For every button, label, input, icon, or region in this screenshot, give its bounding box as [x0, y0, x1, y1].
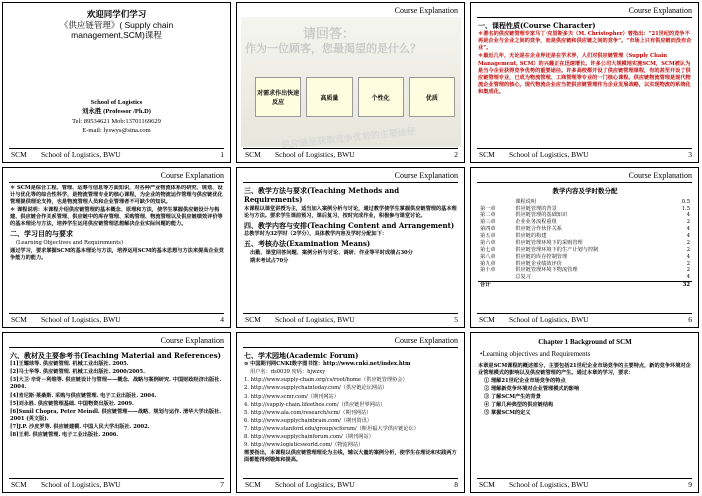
- hours-cell: 0.5: [681, 198, 690, 205]
- table-title: 教学内容及学时数分配: [552, 187, 618, 195]
- slide-body: [10, 185, 224, 312]
- link-list: [244, 377, 458, 448]
- objective-item: ① 理解21世纪企业市场竞争的特点: [484, 377, 566, 384]
- topic-cell: 供应链合作伙伴关系: [515, 226, 562, 233]
- web-link[interactable]: 6. http://www.supplychainbrain.com/（期刊资讯）: [244, 417, 372, 424]
- hours-cell: 4: [686, 212, 690, 219]
- section-heading: 五、考核办法(Examination Means): [244, 239, 371, 249]
- course-title: 欢迎同学们学习 《供应链管理》( Supply chain management,SCM)课程: [59, 9, 174, 41]
- hours-cell: 4: [686, 226, 690, 233]
- chapter-cell: 第四章: [480, 226, 496, 233]
- slide-header: Course Explanation: [394, 336, 458, 345]
- slide-footer: SCM School of Logistics, BWU 6: [479, 315, 692, 324]
- web-link[interactable]: 1. http://www.supply-chain.org/cs/root/home（供应链管理协会）: [244, 377, 408, 384]
- section-heading: 六、教材及主要参考书(Teaching Material and References): [10, 351, 221, 360]
- hours-table: [478, 199, 692, 289]
- slide-body: [478, 20, 692, 147]
- objective-item: ② 理解新竞争环境对企业管理模式的影响: [484, 385, 580, 392]
- hours-cell: 2: [686, 239, 690, 246]
- header-rule: [477, 17, 692, 18]
- customer-needs-boxes: [255, 77, 455, 117]
- hours-cell: 2: [686, 246, 690, 253]
- table-row: [478, 199, 692, 206]
- exam-item: 期末考试占70分: [250, 257, 289, 264]
- slide-body: [478, 185, 692, 312]
- footer-rule: [243, 478, 458, 479]
- web-link[interactable]: 9. http://www.logisticsworld.com/（物流网站）: [244, 441, 364, 448]
- paragraph: ＊著名的供应链管理专家马丁·克里斯多夫（M. Christopher）曾指出：“21世纪的竞争不再是企业与企业之间的竞争，而是供应链和供应链之间的竞争”。“市场上只有供应链而没有企业”。: [478, 31, 692, 52]
- footer-rule: [9, 148, 224, 149]
- slide-3: [470, 2, 699, 163]
- reference-item: [5]刘永胜. 供应链管理基础. 中国物资出版社. 2009.: [10, 400, 134, 407]
- topic-cell: 供应链管理的背景: [515, 205, 557, 212]
- need-box: 高质量: [306, 77, 352, 117]
- header-rule: [9, 347, 224, 348]
- slide-2: [236, 2, 465, 163]
- slide-body: [10, 350, 224, 477]
- header-rule: [243, 347, 458, 348]
- slide-body: [478, 337, 692, 477]
- section-heading: 一、课程性质(Course Character): [478, 21, 596, 30]
- table-row: [478, 206, 692, 213]
- hours-cell: 4: [686, 253, 690, 260]
- paragraph: 本章是SCM课程的概述部分，主要包括21世纪企业市场竞争的主要特点，新的竞争环境对企业管理模式的影响以及供应链管理的产生。通过本章的学习，要求：: [478, 362, 691, 376]
- header-rule: [243, 182, 458, 183]
- reference-item: [7]J.P. 沙皮罗等. 供应链建模. 中国人民大学出版社. 2002.: [10, 423, 150, 430]
- slide-4: [2, 167, 231, 328]
- objective-list: [478, 378, 692, 417]
- hours-cell: 4: [686, 274, 690, 281]
- chapter-cell: 第八章: [480, 253, 496, 260]
- table-row: [478, 233, 692, 240]
- chapter-cell: 第九章: [480, 260, 496, 267]
- footer-rule: [9, 478, 224, 479]
- table-row: [478, 247, 692, 254]
- web-link[interactable]: 8. http://www.supplychainforum.com/（期刊网站）: [244, 433, 374, 440]
- slide-footer: SCM School of Logistics, BWU 8: [245, 480, 458, 489]
- chapter-cell: 第三章: [480, 219, 496, 226]
- slide-header: Course Explanation: [394, 6, 458, 15]
- section-heading: 四、教学内容与安排(Teaching Content and Arrangement): [244, 220, 455, 230]
- slide-header: Course Explanation: [628, 171, 692, 180]
- slide-header: Course Explanation: [628, 6, 692, 15]
- reference-list: [10, 361, 224, 438]
- footer-rule: [9, 313, 224, 314]
- section-heading: 七、学术园地(Academic Forum): [244, 351, 359, 360]
- hours-cell: 2: [686, 219, 690, 226]
- header-rule: [477, 182, 692, 183]
- table-row: [478, 240, 692, 247]
- footer-rule: [243, 148, 458, 149]
- chapter-cell: [478, 274, 513, 281]
- table-row: [478, 261, 692, 268]
- topic-cell: 供应链的库存控制管理: [515, 253, 568, 260]
- slide-footer: SCM School of Logistics, BWU 1: [11, 150, 224, 159]
- hours-cell: 4: [686, 233, 690, 240]
- reference-item: [2]马士华等. 供应链管理. 机械工业出版社. 2000/2005.: [10, 369, 145, 376]
- slide-7: [2, 332, 231, 493]
- section-subheading: (Learning Objectives and Requirements): [16, 239, 123, 246]
- slide-6: [470, 167, 699, 328]
- paragraph: ＊ 课程说明：本课程介绍供应链管理的基本概念、原理和方法，使学生掌握供应链设计与构建、供应链合作关系管理、供应链中的库存管理、采购管理、物流管理以及供应链绩效评价等的基本理论与方法，培养学生运用供应链管理思想解决企业实际问题的能力。: [10, 207, 223, 228]
- footer-rule: [243, 313, 458, 314]
- slide-body: [244, 350, 458, 477]
- hours-cell: 2: [686, 260, 690, 267]
- exam-item: 出勤、课堂回答问题、案例分析与讨论、调研、作业等平时成绩占30分: [250, 249, 413, 256]
- need-box: 对需求作出快速反应: [255, 77, 301, 117]
- web-link[interactable]: 2. http://www.supplychaintoday.com/（供应链论坛网站）: [244, 385, 388, 392]
- topic-cell: 企业业务流程重组: [515, 219, 557, 226]
- topic-cell: 供应链管理环境下的采购管理: [515, 239, 583, 246]
- slide-footer: SCM School of Logistics, BWU 3: [479, 150, 692, 159]
- slide-footer: SCM School of Logistics, BWU 5: [245, 315, 458, 324]
- topic-cell: 供应链管理环境下物流管理: [515, 267, 578, 274]
- slide-header: Course Explanation: [394, 171, 458, 180]
- slide-9: [470, 332, 699, 493]
- reference-item: [8]王莉. 供应链管理. 电子工业出版社. 2006.: [10, 431, 119, 438]
- topic-cell: 课程说明: [515, 198, 537, 205]
- topic-cell: 供应链的构建: [515, 233, 547, 240]
- web-link[interactable]: 7. http://www.stanford.edu/group/scforum/（斯坦福大学供应链论坛）: [244, 425, 419, 432]
- slide-footer: SCM School of Logistics, BWU 9: [479, 480, 692, 489]
- table-total-row: 合计 32: [480, 282, 690, 289]
- paragraph: ＊ SCM是综合工程、管理、运筹与信息等方面知识，对各种产业物流体系的研究、规划、设计与优化等的综合性科学，是物流管理专业的核心课程，为企业的物流运作管理与供应链优化管理提供理论支持，也是物流管理人员和企业管理者不可缺少的知识。: [10, 185, 223, 206]
- topic-cell: 供应链企业绩效评价: [515, 260, 562, 267]
- table-row: [478, 274, 692, 281]
- slide-5: [236, 167, 465, 328]
- hours-cell: 1.5: [681, 205, 690, 212]
- paragraph: ＊最近几年，无论是在企业界还是在学术界，人们对供应链管理（Supply Chain Management, SCM）的兴趣正在迅速增长。许多公司大规模地实施SCM，SCM被认为是当今企业获得竞争优势的重要途径。许多高校都开设了供应链管理课程，有的甚至开设了供应链管理专业，已成为物流管理、工商管理等专业的一门核心课程。供应链物流管理是现代物流企业管理的核心，现代物流企业应当把供应链管理作为企业发展战略，以实现物流的系统化和集成化。: [478, 53, 691, 95]
- teacher-info: School of Logistics 刘永胜 (Professor /Ph.D) Tel: 89534621 Mob:13701169629 E-mail: lyswys@sina.com: [72, 99, 161, 135]
- slide-footer: SCM School of Logistics, BWU 7: [11, 480, 224, 489]
- slide-1: [2, 2, 231, 163]
- objective-item: ③ 了解SCM产生的背景: [484, 393, 541, 400]
- cnki-link[interactable]: ⊙ 中国期刊网CNKI数字图书馆：http://www.cnki.net/index.htm: [244, 361, 411, 368]
- paragraph: 总教学时为32学时（2学分），具体教学内容及学时分配如下：: [244, 231, 388, 238]
- chapter-cell: 第一章: [480, 205, 496, 212]
- login-info: 用户名：ds0039 密码：hjwzxy: [250, 369, 326, 376]
- watermark-text: 供应链是获取竞争优势的主要途径: [281, 126, 417, 152]
- section-heading: 三、教学方法与要求(Teaching Methods and Requirements): [244, 186, 400, 205]
- footer-rule: [477, 478, 692, 479]
- section-heading: 二、学习目的与要求: [10, 229, 73, 239]
- chapter-cell: 第六章: [480, 239, 496, 246]
- chapter-cell: 第五章: [480, 233, 496, 240]
- reference-item: [1]王耀球等. 供应链管理. 机械工业出版社. 2005.: [10, 361, 129, 368]
- paragraph: 本课程以课堂讲授为主，适当加入案例分析与讨论，通过教学使学生掌握供应链管理的基本理论与方法。要求学生课前预习，课后复习，按时完成作业，积极参与课堂讨论。: [244, 205, 457, 219]
- topic-cell: 供应链管理环境下的生产计划与控制: [515, 246, 599, 253]
- chapter-cell: 第十章: [480, 267, 496, 274]
- handout-sheet: [2, 2, 700, 494]
- slide-body: [244, 185, 458, 312]
- slide-footer: SCM School of Logistics, BWU 2: [245, 150, 458, 159]
- paragraph: 需要指出，本课程以供应链管理理论为主线，辅以大量的案例分析，使学生在理论和实践两方面都能得到锻炼和提高。: [244, 449, 457, 463]
- header-rule: [9, 182, 224, 183]
- need-box: 个性化: [358, 77, 404, 117]
- footer-rule: [477, 148, 692, 149]
- hours-cell: 2: [686, 267, 690, 274]
- table-row: [478, 212, 692, 219]
- web-link[interactable]: 4. http://supply-chain.lifeethos.com/（供应链世界网站）: [244, 401, 386, 408]
- chapter-cell: 第二章: [480, 212, 496, 219]
- chapter-title: Chapter 1 Background of SCM: [538, 338, 632, 346]
- web-link[interactable]: 3. http://www.scmr.com/（期刊网站）: [244, 393, 339, 400]
- slide-header: Course Explanation: [160, 336, 224, 345]
- objective-item: ⑤ 掌握SCM的定义: [484, 409, 531, 416]
- table-row: [478, 267, 692, 274]
- web-link[interactable]: 5. http://www.ala.com/research/scm/（期刊网站）: [244, 409, 372, 416]
- reference-item: [3]大卫·辛奇－利维等. 供应链设计与管理——概念、战略与案例研究. 中国财政经济出版社. 2004.: [10, 377, 222, 391]
- footer-rule: [477, 313, 692, 314]
- table-row: [478, 219, 692, 226]
- objective-item: ④ 了解几种典型的供应链结构: [484, 401, 554, 408]
- question-graphic: 请回答： 作为一位顾客，您最渴望的是什么？ 对需求作出快速反应 高质量 个性化 优质 供应链是获取竞争优势的主要途径: [241, 17, 461, 147]
- slide-header: Course Explanation: [160, 171, 224, 180]
- topic-cell: 总复习: [515, 274, 531, 281]
- slide-8: [236, 332, 465, 493]
- slide-footer: SCM School of Logistics, BWU 4: [11, 315, 224, 324]
- need-box: 优质: [409, 77, 455, 117]
- reference-item: [4]肯尼斯·莱桑斯. 采购与供应链管理. 电子工业出版社. 2004.: [10, 392, 157, 399]
- reference-item: [6]Sunil Chopra, Peter Meindl. 供应链管理——战略、规划与运作. 清华大学出版社. 2001 (英文版).: [10, 408, 222, 422]
- table-row: [478, 226, 692, 233]
- topic-cell: 供应链管理的基础知识: [515, 212, 568, 219]
- chapter-cell: [478, 199, 513, 206]
- chapter-cell: 第七章: [480, 246, 496, 253]
- table-row: [478, 254, 692, 261]
- chapter-subtitle: •Learning objectives and Requirements: [480, 350, 591, 359]
- paragraph: 通过学习，要求掌握SCM的基本理论与方法，培养运用SCM的基本思想与方法来提高企业竞争能力的能力。: [10, 247, 224, 261]
